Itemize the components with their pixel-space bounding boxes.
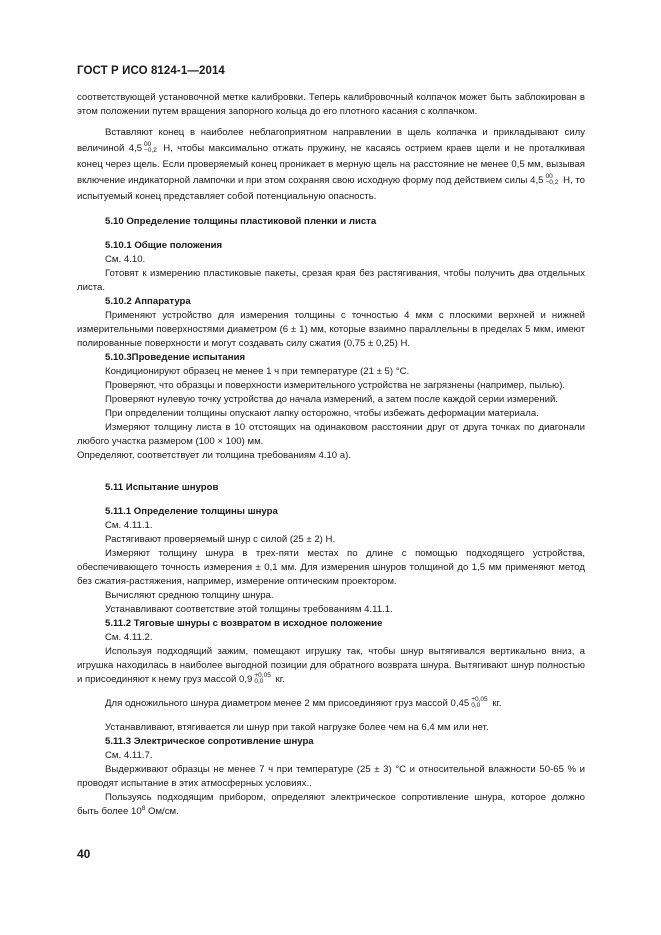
paragraph: См. 4.11.1.: [105, 520, 153, 531]
paragraph-mass: [77, 697, 585, 711]
paragraph: Готовят к измерению пластиковые пакеты, срезая края без растягивания, чтобы получить два отдельных листа.: [77, 268, 585, 293]
section-heading: 5.11 Испытание шнуров: [105, 482, 219, 493]
tolerance-upper: 00: [144, 141, 152, 149]
text-run: кг.: [492, 698, 502, 709]
paragraph-mass: [77, 645, 585, 687]
tolerance: [546, 174, 559, 186]
subsection-heading: 5.11.2 Тяговые шнуры с возвратом в исходное положение: [105, 618, 383, 629]
paragraph: Измеряют толщину листа в 10 отстоящих на одинаковом расстоянии друг от друга точках по диагонали любого участка размером (100 × 100) мм.: [77, 422, 585, 447]
paragraph: См. 4.11.2.: [105, 632, 153, 643]
text-run: Вставляют конец в наиболее неблагоприятном направлении в щель колпачка и прикладывают силу величиной: [77, 127, 585, 154]
subsection-heading: 5.11.1 Определение толщины шнура: [105, 506, 278, 517]
paragraph: Проверяют нулевую точку устройства до начала измерений, а затем после каждой серии измерений.: [105, 394, 558, 405]
tolerance-lower: −0,2: [144, 147, 157, 155]
tolerance-lower: 0,0: [471, 702, 481, 710]
force-value: 4,5: [128, 143, 143, 154]
exponent: 8: [141, 804, 146, 812]
text-run: Н, чтобы максимально отжать пружину, не касаясь острием краев щели и не проталкивая конец через щель. Если проверяемый конец проникает в мерную щель на расстояние не менее 0,5 мм, вызывая включение индикаторной лампочки и при этом сохраняя свою исходную форму под действием силы: [77, 143, 585, 186]
tolerance: [144, 142, 157, 154]
paragraph: Кондиционируют образец не менее 1 ч при температуре (21 ± 5) °С.: [105, 366, 410, 377]
paragraph: См. 4.10.: [105, 254, 146, 265]
paragraph: См. 4.11.7.: [105, 750, 153, 761]
force-value: 4,5: [530, 175, 544, 186]
paragraph: Применяют устройство для измерения толщины с точностью 4 мкм с плоскими верхней и нижней измерительными поверхностями диаметром (6 ± 1) мм, которые взаимно параллельны в пределах 5 мкм, имеют полированные поверхности и могут создавать силу сжатия (0,75 ± 0,25) Н.: [77, 310, 585, 349]
subsection-heading: 5.11.3 Электрическое сопротивление шнура: [105, 736, 314, 747]
tolerance: [254, 673, 270, 685]
text-run: Пользуясь подходящим прибором, определяют электрическое сопротивление шнура, которое должно быть более 10: [77, 792, 585, 817]
paragraph: Устанавливают, втягивается ли шнур при такой нагрузке более чем на 6,4 мм или нет.: [105, 722, 489, 733]
paragraph: Измеряют толщину шнура в трех-пяти местах по длине с помощью подходящего устройства, обеспечивающего точность измерения ± 0,1 мм. Для измерения шнуров толщиной до 1,5 мм применяют метод без сжатия-растяжения, например, измерение оптическим проектором.: [77, 548, 585, 587]
tolerance-lower: −0,2: [545, 179, 559, 187]
tolerance-lower: 0,0: [254, 678, 264, 686]
paragraph-resistance: [77, 791, 585, 819]
tolerance-upper: 00: [545, 173, 553, 181]
paragraph-force: [77, 125, 585, 205]
subsection-heading: 5.10.2 Аппаратура: [105, 296, 191, 307]
text-run: Ом/см.: [145, 806, 179, 817]
mass-value: 0,45: [450, 698, 470, 709]
paragraph: Определяют, соответствует ли толщина требованиям 4.10 а).: [77, 450, 352, 461]
paragraph: Выдерживают образцы не менее 7 ч при температуре (25 ± 3) °С и относительной влажности 50-65 % и проводят испытание в этих атмосферных условиях..: [77, 764, 585, 789]
text-run: кг.: [275, 674, 285, 685]
mass-value: 0,9: [239, 674, 253, 685]
page-number: 40: [77, 847, 91, 861]
paragraph: соответствующей установочной метке калибровки. Теперь калибровочный колпачок может быть заблокирован в этом положении путем вращения запорного кольца до его плотного касания с колпачком.: [77, 92, 585, 117]
tolerance: [471, 697, 487, 709]
tolerance-upper: +0,05: [254, 672, 271, 680]
paragraph: Вычисляют среднюю толщину шнура.: [105, 590, 274, 601]
paragraph: Устанавливают соответствие этой толщины требованиям 4.11.1.: [105, 604, 393, 615]
subsection-heading: 5.10.3Проведение испытания: [105, 352, 246, 363]
page-header-title: ГОСТ Р ИСО 8124-1—2014: [77, 65, 225, 77]
text-run: Н, то испытуемый конец представляет собой потенциальную опасность.: [77, 175, 585, 202]
text-run: Для одножильного шнура диаметром менее 2 мм присоединяют груз массой: [105, 698, 448, 709]
tolerance-upper: +0,05: [471, 696, 488, 704]
paragraph: Проверяют, что образцы и поверхности измерительного устройства не загрязнены (например, пылью).: [105, 380, 566, 391]
paragraph: При определении толщины опускают лапку осторожно, чтобы избежать деформации материала.: [105, 408, 539, 419]
subsection-heading: 5.10.1 Общие положения: [105, 240, 223, 251]
text-run: Используя подходящий зажим, помещают игрушку так, чтобы шнур вытягивался вертикально вниз, а игрушка находилась в наиболее выгодной позиции для обратного возврата шнура. Вытягивают шнур полностью и присоединяют к нему груз массой: [77, 646, 585, 685]
paragraph: Растягивают проверяемый шнур с силой (25 ± 2) Н.: [105, 534, 336, 545]
document-body: [77, 91, 585, 819]
section-heading: 5.10 Определение толщины пластиковой пленки и листа: [105, 216, 377, 227]
